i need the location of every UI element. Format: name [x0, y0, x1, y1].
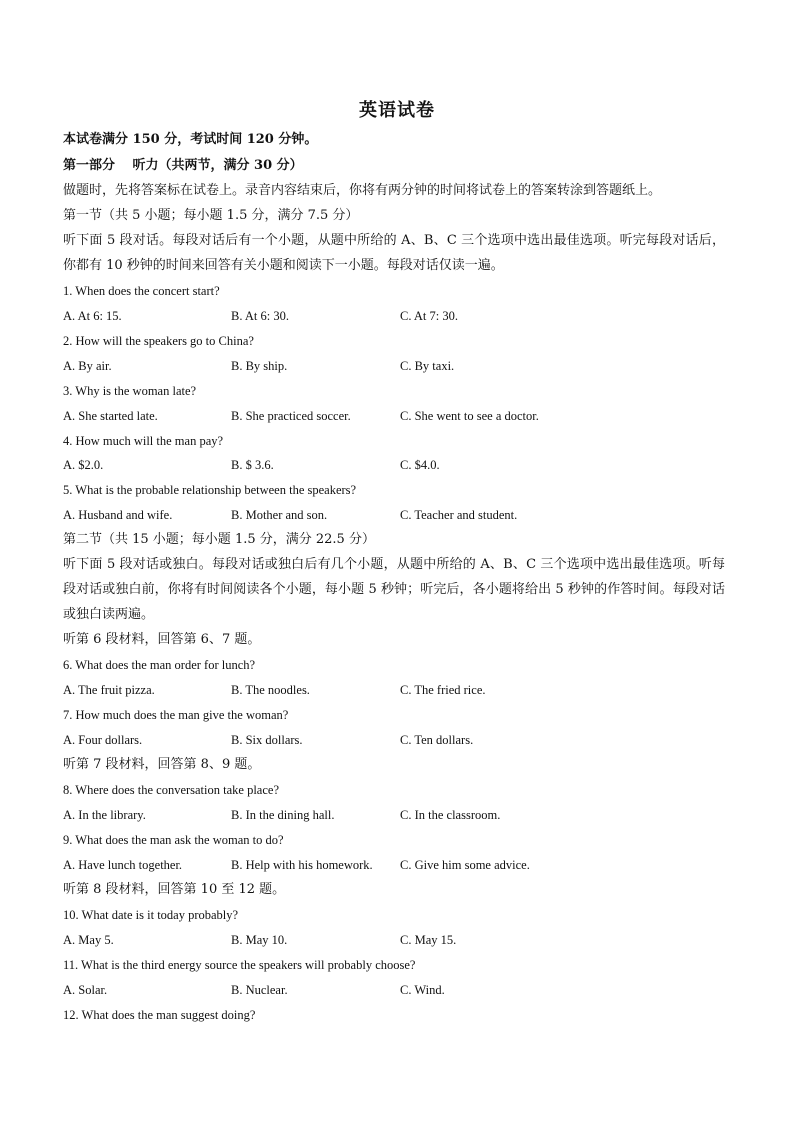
option-c: C. At 7: 30. [400, 309, 458, 323]
option-a: A. Husband and wife. [63, 508, 173, 522]
question-text: 3. Why is the woman late? [63, 384, 197, 398]
material-6-heading: 听第 6 段材料，回答第 6、7 题。 [63, 632, 261, 647]
option-c: C. By taxi. [400, 359, 455, 373]
option-b: B. Help with his homework. [231, 858, 373, 872]
question-text: 7. How much does the man give the woman? [63, 708, 289, 722]
option-c: C. In the classroom. [400, 808, 501, 822]
option-c: C. $4.0. [400, 458, 440, 472]
option-a: A. She started late. [63, 409, 158, 423]
option-a: A. $2.0. [63, 458, 104, 472]
exam-intro: 本试卷满分 150 分，考试时间 120 分钟。 [63, 132, 318, 147]
question-text: 5. What is the probable relationship between the speakers? [63, 483, 357, 497]
option-a: A. May 5. [63, 933, 114, 947]
option-b: B. In the dining hall. [231, 808, 335, 822]
option-b: B. Six dollars. [231, 733, 303, 747]
question-text: 1. When does the concert start? [63, 284, 220, 298]
option-b: B. She practiced soccer. [231, 409, 351, 423]
option-c: C. She went to see a doctor. [400, 409, 539, 423]
question-text: 9. What does the man ask the woman to do? [63, 833, 284, 847]
option-c: C. Teacher and student. [400, 508, 518, 522]
section2-heading: 第二节（共 15 小题；每小题 1.5 分，满分 22.5 分） [63, 532, 375, 547]
question-text: 2. How will the speakers go to China? [63, 334, 254, 348]
option-b: B. The noodles. [231, 683, 310, 697]
section1-heading: 第一节（共 5 小题；每小题 1.5 分，满分 7.5 分） [63, 208, 359, 223]
option-c: C. Wind. [400, 983, 445, 997]
option-b: B. Mother and son. [231, 508, 328, 522]
part1-instruction: 做题时，先将答案标在试卷上。录音内容结束后，你将有两分钟的时间将试卷上的答案转涂到答题纸上。 [63, 183, 662, 198]
option-a: A. In the library. [63, 808, 146, 822]
option-a: A. At 6: 15. [63, 309, 122, 323]
option-b: B. Nuclear. [231, 983, 288, 997]
question-text: 6. What does the man order for lunch? [63, 658, 256, 672]
question-text: 11. What is the third energy source the speakers will probably choose? [63, 958, 416, 972]
question-text: 12. What does the man suggest doing? [63, 1008, 256, 1022]
option-a: A. Have lunch together. [63, 858, 183, 872]
option-a: A. Four dollars. [63, 733, 143, 747]
section1-description: 听下面 5 段对话。每段对话后有一个小题，从题中所给的 A、B、C 三个选项中选出最佳选项。听完每段对话后，你都有 10 秒钟的时间来回答有关小题和阅读下一小题。每段对话仅读一遍。 [63, 233, 725, 273]
part1-heading: 第一部分 听力（共两节，满分 30 分） [63, 158, 303, 173]
option-b: B. May 10. [231, 933, 288, 947]
option-b: B. $ 3.6. [231, 458, 274, 472]
option-a: A. The fruit pizza. [63, 683, 155, 697]
material-8-heading: 听第 8 段材料，回答第 10 至 12 题。 [63, 882, 286, 897]
option-c: C. Ten dollars. [400, 733, 474, 747]
option-c: C. Give him some advice. [400, 858, 530, 872]
material-7-heading: 听第 7 段材料，回答第 8、9 题。 [63, 757, 261, 772]
page-title: 英语试卷 [359, 100, 435, 121]
option-c: C. The fried rice. [400, 683, 486, 697]
question-text: 10. What date is it today probably? [63, 908, 239, 922]
option-b: B. At 6: 30. [231, 309, 289, 323]
section2-description: 听下面 5 段对话或独白。每段对话或独白后有几个小题，从题中所给的 A、B、C 三个选项中选出最佳选项。听每段对话或独白前，你将有时间阅读各个小题，每小题 5 秒钟；听完后，各小题将给出 5 秒钟的作答时间。每段对话或独白读两遍。 [63, 557, 725, 622]
option-a: A. Solar. [63, 983, 108, 997]
question-text: 4. How much will the man pay? [63, 434, 224, 448]
question-text: 8. Where does the conversation take place? [63, 783, 279, 797]
option-a: A. By air. [63, 359, 112, 373]
option-c: C. May 15. [400, 933, 457, 947]
option-b: B. By ship. [231, 359, 288, 373]
